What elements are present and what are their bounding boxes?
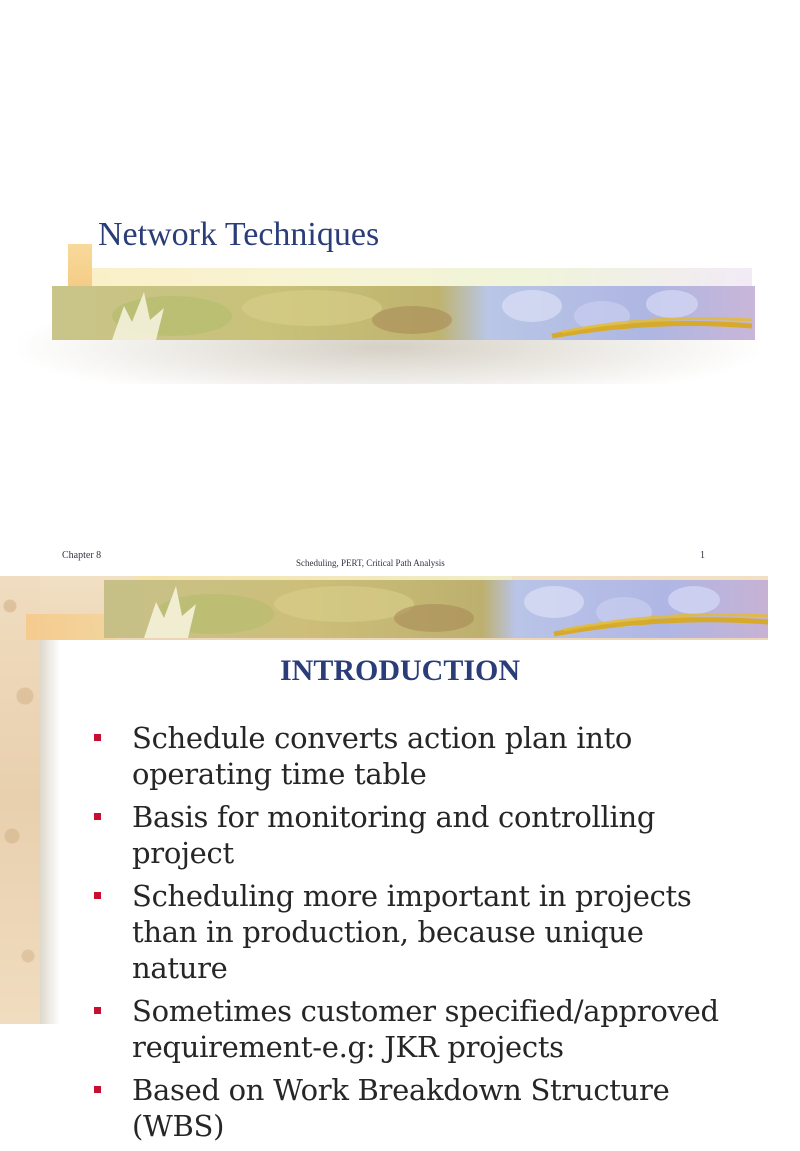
- slide-heading: INTRODUCTION: [279, 654, 521, 687]
- list-item: [92, 1072, 742, 1144]
- bullet-square-icon: [94, 734, 101, 741]
- slide-title: Network Techniques: [98, 216, 380, 253]
- bullet-text: Scheduling more important in projects than in production, because unique nature: [132, 879, 692, 985]
- list-item: [92, 799, 742, 871]
- bullet-square-icon: [94, 813, 101, 820]
- leaf-banner-image: [52, 286, 755, 340]
- bullet-text: Sometimes customer specified/approved requirement-e.g: JKR projects: [132, 994, 719, 1064]
- list-item: [92, 878, 742, 986]
- bullet-text: Schedule converts action plan into operating time table: [132, 721, 633, 791]
- bullet-text: Basis for monitoring and controlling project: [132, 800, 656, 870]
- list-item: [92, 993, 742, 1065]
- bullet-text: Based on Work Breakdown Structure (WBS): [132, 1073, 670, 1143]
- leaf-banner-image: [104, 580, 768, 638]
- footer-chapter: Chapter 8: [62, 550, 102, 561]
- bullet-square-icon: [94, 1007, 101, 1014]
- footer-page-number: 1: [700, 550, 705, 561]
- orange-accent-bar: [26, 614, 116, 640]
- introduction-slide: [0, 576, 768, 1143]
- bullet-square-icon: [94, 1086, 101, 1093]
- bullet-square-icon: [94, 892, 101, 899]
- bullet-list: [92, 720, 742, 1151]
- parchment-left-border: [0, 576, 40, 1024]
- list-item: [92, 720, 742, 792]
- title-slide: [0, 0, 768, 575]
- footer-topic: Scheduling, PERT, Critical Path Analysis: [296, 558, 445, 568]
- content-shadow: [40, 640, 60, 1024]
